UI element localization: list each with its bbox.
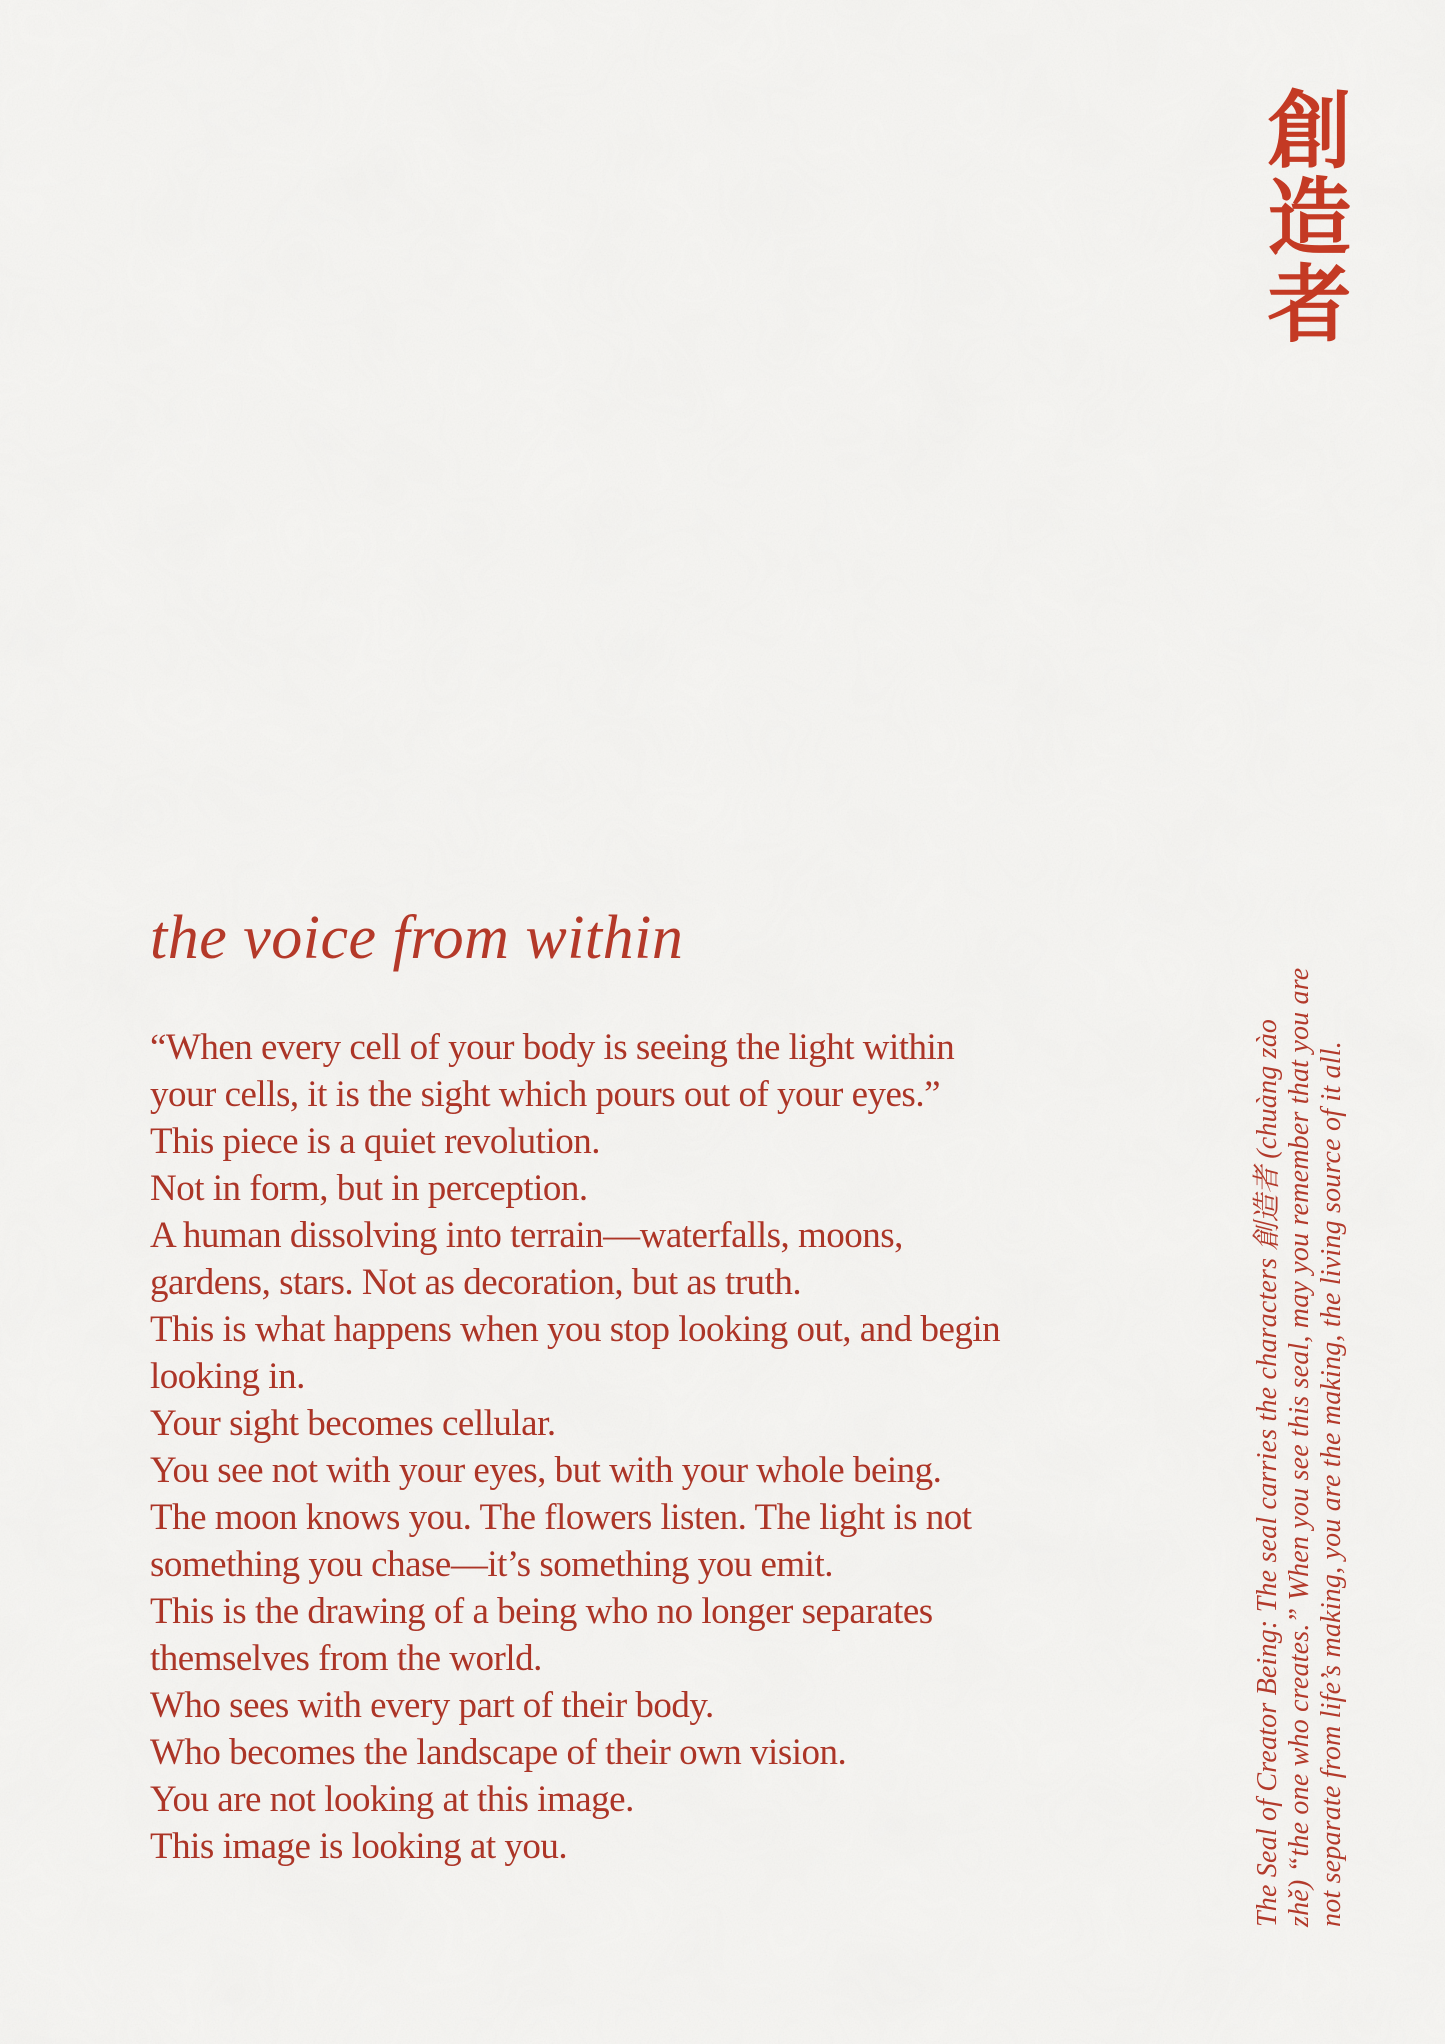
- text-line: This piece is a quiet revolution.: [150, 1121, 600, 1162]
- page-title: the voice from within: [150, 904, 684, 972]
- text-line: your cells, it is the sight which pours out of your eyes.”: [150, 1074, 941, 1115]
- seal-characters: 創造者: [1254, 86, 1353, 347]
- text-line: Who sees with every part of their body.: [150, 1685, 714, 1726]
- text-line: This is what happens when you stop looking out, and begin: [150, 1309, 1001, 1350]
- side-note: [1252, 883, 1348, 1927]
- text-line: themselves from the world.: [150, 1638, 542, 1679]
- text-line: You see not with your eyes, but with your whole being.: [150, 1450, 942, 1491]
- text-line: zhě) “the one who creates.” When you see this seal, may you remember that you are: [1284, 967, 1315, 1927]
- text-line: Your sight becomes cellular.: [150, 1403, 556, 1444]
- text-line: Not in form, but in perception.: [150, 1168, 588, 1209]
- text-line: not separate from life’s making, you are the making, the living source of it all.: [1316, 1041, 1347, 1927]
- text-line: looking in.: [150, 1356, 305, 1397]
- text-line: “When every cell of your body is seeing the light within: [150, 1027, 955, 1068]
- text-line: A human dissolving into terrain—waterfalls, moons,: [150, 1215, 903, 1256]
- text-line: You are not looking at this image.: [150, 1779, 634, 1820]
- text-line: The Seal of Creator Being: The seal carries the characters 創造者 (chuàng zào: [1252, 1018, 1283, 1927]
- text-line: This image is looking at you.: [150, 1826, 568, 1867]
- text-line: The moon knows you. The flowers listen. The light is not: [150, 1497, 972, 1538]
- text-line: This is the drawing of a being who no longer separates: [150, 1591, 933, 1632]
- text-line: gardens, stars. Not as decoration, but as truth.: [150, 1262, 802, 1303]
- poem-text: [150, 1024, 1190, 1870]
- text-line: Who becomes the landscape of their own vision.: [150, 1732, 847, 1773]
- text-line: something you chase—it’s something you emit.: [150, 1544, 833, 1585]
